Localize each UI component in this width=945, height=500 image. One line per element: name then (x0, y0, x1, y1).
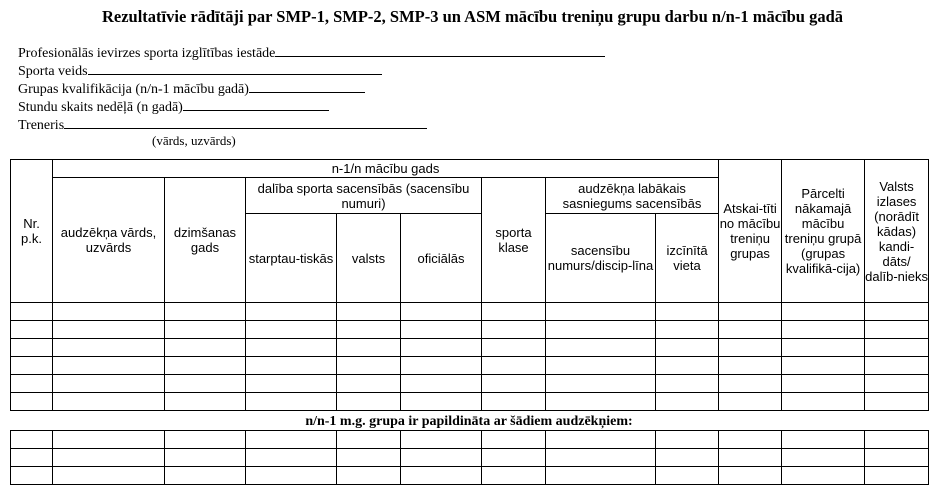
cell[interactable] (401, 449, 482, 467)
header-place: izcīnītā vieta (656, 214, 719, 303)
cell[interactable] (656, 393, 719, 411)
cell[interactable] (865, 449, 929, 467)
cell[interactable] (546, 375, 656, 393)
cell[interactable] (11, 339, 53, 357)
cell[interactable] (401, 467, 482, 485)
cell[interactable] (246, 303, 337, 321)
cell[interactable] (11, 375, 53, 393)
cell[interactable] (656, 375, 719, 393)
field-trainer (18, 116, 427, 134)
cell[interactable] (546, 321, 656, 339)
field-hours-line[interactable] (183, 98, 329, 111)
cell[interactable] (53, 303, 165, 321)
cell[interactable] (401, 303, 482, 321)
table-row (11, 393, 929, 411)
cell[interactable] (482, 467, 546, 485)
trainer-note: (vārds, uzvārds) (152, 133, 236, 148)
field-qualification-line[interactable] (249, 80, 365, 93)
cell[interactable] (656, 467, 719, 485)
cell[interactable] (246, 449, 337, 467)
cell[interactable] (11, 303, 53, 321)
cell[interactable] (719, 449, 782, 467)
cell[interactable] (11, 449, 53, 467)
cell[interactable] (865, 303, 929, 321)
cell[interactable] (865, 431, 929, 449)
header-international: starptau-tiskās (246, 214, 337, 303)
cell[interactable] (246, 357, 337, 375)
field-sport (18, 62, 382, 80)
cell[interactable] (782, 449, 865, 467)
cell[interactable] (546, 303, 656, 321)
field-institution-label: Profesionālās ievirzes sporta izglītības iestāde (18, 46, 276, 61)
cell[interactable] (782, 431, 865, 449)
header-national: valsts (337, 214, 401, 303)
cell[interactable] (165, 467, 246, 485)
cell[interactable] (719, 431, 782, 449)
table-row (11, 357, 929, 375)
cell[interactable] (53, 321, 165, 339)
field-sport-line[interactable] (88, 62, 382, 75)
cell[interactable] (165, 375, 246, 393)
cell[interactable] (482, 449, 546, 467)
header-official: oficiālās (401, 214, 482, 303)
cell[interactable] (482, 321, 546, 339)
header-competition-no: sacensību numurs/discip-līna (546, 214, 656, 303)
header-group-year: n-1/n mācību gads (53, 160, 719, 178)
cell[interactable] (656, 357, 719, 375)
cell[interactable] (719, 321, 782, 339)
field-institution (18, 44, 605, 62)
field-hours (18, 98, 329, 116)
cell[interactable] (865, 375, 929, 393)
cell[interactable] (401, 357, 482, 375)
cell[interactable] (165, 303, 246, 321)
cell[interactable] (246, 467, 337, 485)
cell[interactable] (337, 321, 401, 339)
cell[interactable] (719, 467, 782, 485)
cell[interactable] (165, 449, 246, 467)
cell[interactable] (246, 339, 337, 357)
cell[interactable] (11, 431, 53, 449)
cell[interactable] (53, 375, 165, 393)
header-transferred: Pārcelti nākamajā mācību treniņu grupā (grupas kvalifikā-cija) (782, 160, 865, 303)
cell[interactable] (865, 357, 929, 375)
table-row (11, 449, 929, 467)
cell[interactable] (246, 431, 337, 449)
document-title: Rezultatīvie rādītāji par SMP-1, SMP-2, SMP-3 un ASM mācību treniņu grupu darbu n/n-1 mācību gadā (101, 7, 844, 26)
cell[interactable] (546, 467, 656, 485)
cell[interactable] (482, 431, 546, 449)
field-sport-label: Sporta veids (18, 64, 88, 79)
cell[interactable] (546, 449, 656, 467)
cell[interactable] (53, 393, 165, 411)
cell[interactable] (401, 339, 482, 357)
cell[interactable] (546, 339, 656, 357)
cell[interactable] (482, 303, 546, 321)
table-row (11, 467, 929, 485)
header-national-team: Valsts izlases (norādīt kādas) kandi-dāts/ dalīb-nieks (865, 160, 929, 303)
cell[interactable] (719, 339, 782, 357)
cell[interactable] (865, 339, 929, 357)
header-sport-class: sporta klase (482, 178, 546, 303)
table-row (11, 431, 929, 449)
header-student-name: audzēkņa vārds, uzvārds (53, 178, 165, 303)
cell[interactable] (865, 321, 929, 339)
cell[interactable] (337, 303, 401, 321)
cell[interactable] (337, 375, 401, 393)
cell[interactable] (719, 303, 782, 321)
cell[interactable] (401, 431, 482, 449)
cell[interactable] (865, 393, 929, 411)
cell[interactable] (782, 357, 865, 375)
cell[interactable] (337, 393, 401, 411)
supplement-table (10, 430, 929, 485)
cell[interactable] (11, 467, 53, 485)
header-dropped: Atskai-tīti no mācību treniņu grupas (719, 160, 782, 303)
cell[interactable] (546, 393, 656, 411)
cell[interactable] (719, 357, 782, 375)
cell[interactable] (546, 431, 656, 449)
cell[interactable] (656, 303, 719, 321)
cell[interactable] (656, 431, 719, 449)
cell[interactable] (165, 431, 246, 449)
cell[interactable] (865, 467, 929, 485)
cell[interactable] (165, 393, 246, 411)
cell[interactable] (53, 449, 165, 467)
cell[interactable] (401, 375, 482, 393)
header-birth-year: dzimšanas gads (165, 178, 246, 303)
cell[interactable] (782, 375, 865, 393)
cell[interactable] (656, 449, 719, 467)
cell[interactable] (782, 321, 865, 339)
header-participation: dalība sporta sacensībās (sacensību numuri) (246, 178, 482, 214)
cell[interactable] (53, 431, 165, 449)
field-trainer-label: Treneris (18, 118, 65, 133)
cell[interactable] (782, 393, 865, 411)
cell[interactable] (719, 393, 782, 411)
field-trainer-line[interactable] (64, 116, 427, 129)
cell[interactable] (53, 357, 165, 375)
cell[interactable] (656, 339, 719, 357)
field-hours-label: Stundu skaits nedēļā (n gadā) (18, 100, 183, 115)
cell[interactable] (337, 449, 401, 467)
cell[interactable] (11, 393, 53, 411)
cell[interactable] (546, 357, 656, 375)
cell[interactable] (11, 321, 53, 339)
cell[interactable] (337, 339, 401, 357)
cell[interactable] (246, 393, 337, 411)
cell[interactable] (719, 375, 782, 393)
cell[interactable] (337, 431, 401, 449)
cell[interactable] (246, 321, 337, 339)
cell[interactable] (482, 357, 546, 375)
cell[interactable] (165, 339, 246, 357)
field-qualification-label: Grupas kvalifikācija (n/n-1 mācību gadā) (18, 82, 249, 97)
field-qualification (18, 80, 365, 98)
cell[interactable] (11, 357, 53, 375)
cell[interactable] (482, 393, 546, 411)
cell[interactable] (401, 321, 482, 339)
table-row (11, 321, 929, 339)
cell[interactable] (337, 357, 401, 375)
cell[interactable] (782, 303, 865, 321)
cell[interactable] (401, 393, 482, 411)
table-row (11, 339, 929, 357)
header-nr: Nr. p.k. (11, 160, 53, 303)
cell[interactable] (53, 467, 165, 485)
cell[interactable] (656, 321, 719, 339)
cell[interactable] (482, 375, 546, 393)
table-row (11, 375, 929, 393)
supplement-banner: n/n-1 m.g. grupa ir papildināta ar šādiem audzēkņiem: (305, 414, 633, 429)
cell[interactable] (337, 467, 401, 485)
cell[interactable] (165, 357, 246, 375)
cell[interactable] (165, 321, 246, 339)
cell[interactable] (482, 339, 546, 357)
header-best-result: audzēkņa labākais sasniegums sacensībās (546, 178, 719, 214)
cell[interactable] (782, 467, 865, 485)
cell[interactable] (246, 375, 337, 393)
table-row (11, 303, 929, 321)
cell[interactable] (782, 339, 865, 357)
cell[interactable] (53, 339, 165, 357)
results-table (10, 159, 929, 411)
field-institution-line[interactable] (275, 44, 605, 57)
